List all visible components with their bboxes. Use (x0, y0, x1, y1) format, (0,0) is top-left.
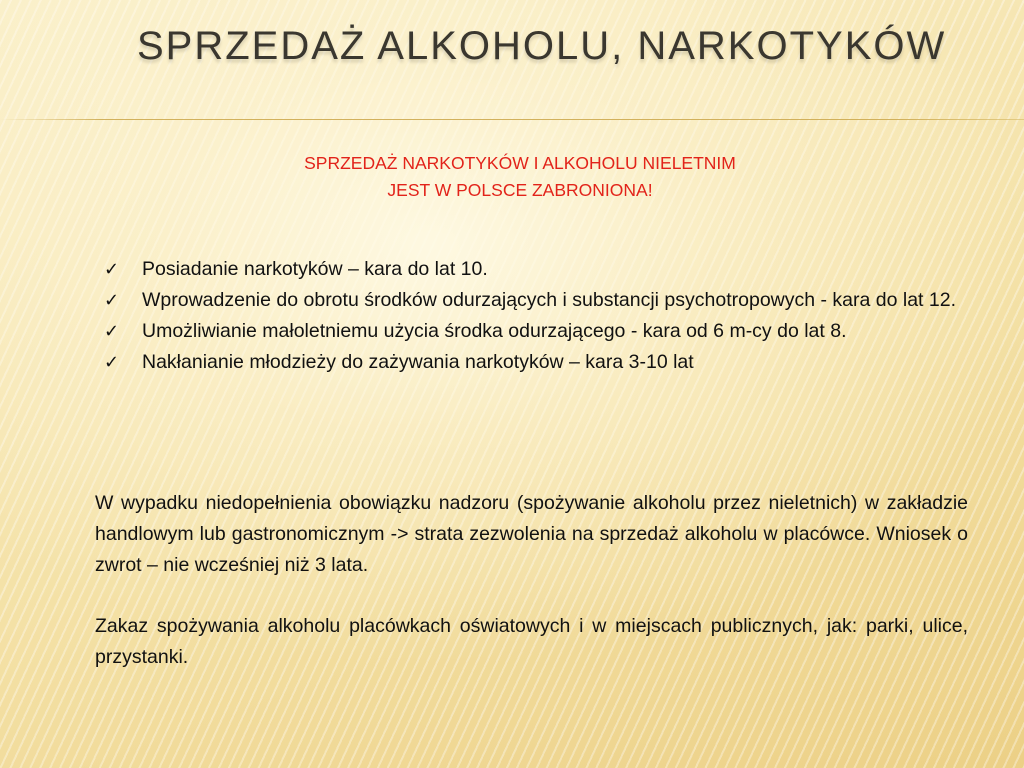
checklist-item-text: Posiadanie narkotyków – kara do lat 10. (142, 258, 488, 280)
penalty-checklist (104, 254, 968, 378)
checklist-item (104, 347, 968, 378)
checklist-item (104, 316, 968, 347)
checklist-item (104, 254, 968, 285)
checklist-item-text: Wprowadzenie do obrotu środków odurzających i substancji psychotropowych - kara do lat 12. (142, 289, 957, 311)
warning-text (150, 150, 890, 204)
checklist-item-text: Umożliwianie małoletniemu użycia środka odurzającego - kara od 6 m-cy do lat 8. (142, 320, 847, 342)
checklist-item (104, 285, 968, 316)
checkmark-icon: ✓ (104, 321, 120, 341)
checklist-item-text: Nakłanianie młodzieży do zażywania narkotyków – kara 3-10 lat (142, 351, 694, 373)
checkmark-icon: ✓ (104, 290, 120, 310)
supervision-paragraph: W wypadku niedopełnienia obowiązku nadzoru (spożywanie alkoholu przez nieletnich) w zakładzie handlowym lub gastronomicznym -> strata zezwolenia na sprzedaż alkoholu w placówce. Wniosek o zwrot – nie wcześniej niż 3 lata. (95, 492, 968, 576)
title-divider (0, 119, 1024, 120)
checkmark-icon: ✓ (104, 259, 120, 279)
warning-line-1: SPRZEDAŻ NARKOTYKÓW I ALKOHOLU NIELETNIM (304, 153, 736, 173)
public-ban-paragraph: Zakaz spożywania alkoholu placówkach oświatowych i w miejscach publicznych, jak: parki, ulice, przystanki. (95, 615, 968, 668)
slide-title: SPRZEDAŻ ALKOHOLU, NARKOTYKÓW (137, 24, 947, 68)
checkmark-icon: ✓ (104, 352, 120, 372)
warning-line-2: JEST W POLSCE ZABRONIONA! (387, 180, 653, 200)
